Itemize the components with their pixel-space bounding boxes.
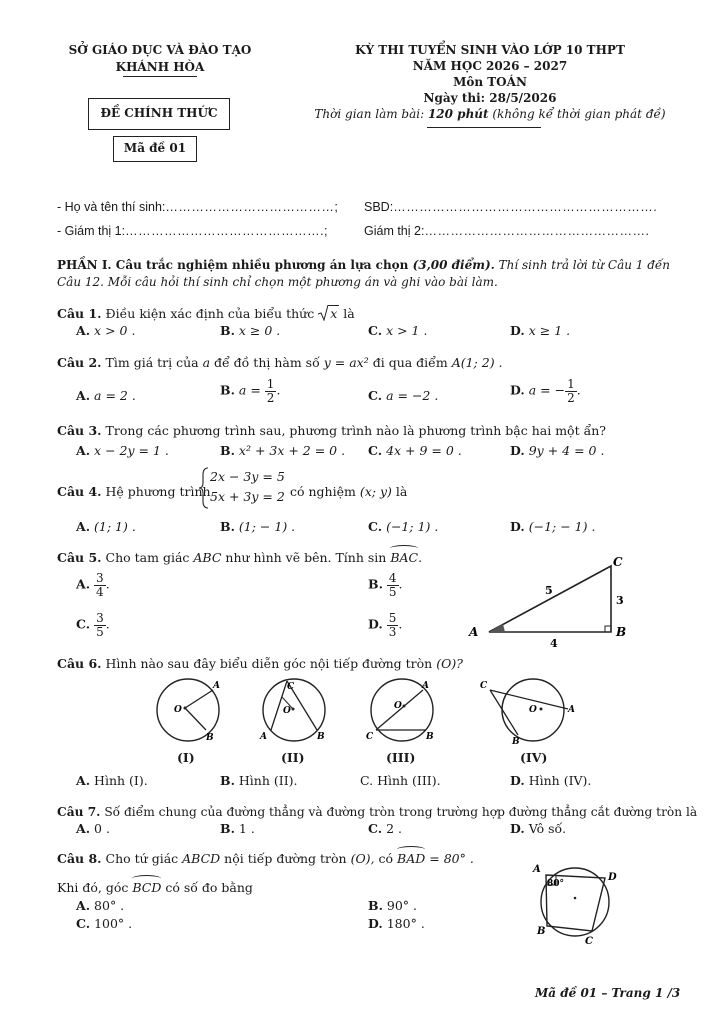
q5-option-c: C. $\frac{3}{5}$ . <box>76 611 110 639</box>
q2-option-c: C. a = −2 . <box>368 388 439 403</box>
svg-text:B: B <box>206 733 214 743</box>
q2-option-d: D. a = − $\frac{1}{2}$ . <box>510 377 581 405</box>
official-label: ĐỀ CHÍNH THỨC <box>100 106 218 120</box>
svg-text:B: B <box>537 926 546 937</box>
q5-option-d: D. $\frac{5}{3}$ . <box>368 611 403 639</box>
q6-stem: Câu 6. Hình nào sau đây biểu diễn góc nội tiếp đường tròn (O)? <box>57 656 463 671</box>
svg-text:A: A <box>533 864 541 875</box>
exam-duration: Thời gian làm bài: 120 phút (không kể thời gian phát đề) <box>314 107 666 121</box>
page-footer: Mã đề 01 – Trang 1 /3 <box>535 986 681 1000</box>
caption-ii: (II) <box>281 750 305 765</box>
q4-option-d: D. (−1; − 1) . <box>510 519 596 534</box>
q7-option-b: B. 1 . <box>220 821 255 836</box>
q4-equation-1: 2x − 3y = 5 <box>210 469 285 484</box>
q4-stem-end: có nghiệm (x; y) là <box>290 484 408 499</box>
q1-stem: Câu 1. Điều kiện xác định của biểu thức x là <box>57 306 355 321</box>
q8-stem: Câu 8. Cho tứ giác ABCD nội tiếp đường tròn (O), có BAD = 80° . <box>57 851 474 866</box>
svg-text:A: A <box>422 681 429 691</box>
side-bc: 3 <box>616 594 624 607</box>
side-ac: 5 <box>545 584 553 597</box>
exam-title: KỲ THI TUYỂN SINH VÀO LỚP 10 THPT <box>355 43 625 57</box>
caption-iii: (III) <box>386 750 416 765</box>
q3-option-b: B. x² + 3x + 2 = 0 . <box>220 443 346 458</box>
svg-text:D: D <box>608 872 617 883</box>
q8-option-a: A. 80° . <box>76 898 125 913</box>
angle-80-label: 80° <box>547 879 565 889</box>
q4-option-a: A. (1; 1) . <box>76 519 136 534</box>
q3-stem: Câu 3. Trong các phương trình sau, phương trình nào là phương trình bậc hai một ẩn? <box>57 423 606 438</box>
sqrt-symbol <box>318 305 328 321</box>
svg-text:A: A <box>213 681 220 691</box>
svg-text:A: A <box>568 705 575 715</box>
q8-option-c: C. 100° . <box>76 916 133 931</box>
figure-iv <box>478 675 578 745</box>
quadrilateral-figure <box>525 858 620 948</box>
sbd-line: SBD:……………………………………………………. <box>364 200 658 214</box>
svg-text:O: O <box>394 701 402 711</box>
province-name: KHÁNH HÒA <box>115 60 205 74</box>
q3-option-d: D. 9y + 4 = 0 . <box>510 443 605 458</box>
subject: Môn TOÁN <box>453 75 527 89</box>
figure-i <box>150 675 230 745</box>
q1-option-b: B. x ≥ 0 . <box>220 323 281 338</box>
svg-text:B: B <box>512 737 520 745</box>
q7-option-d: D. Vô số. <box>510 821 567 836</box>
proctor2-line: Giám thị 2:……………………………………………. <box>364 224 650 238</box>
system-brace <box>199 467 209 509</box>
q5-option-a: A. $\frac{3}{4}$ . <box>76 571 110 599</box>
proctor1-line: - Giám thị 1:……………………………………….; <box>57 224 329 238</box>
q6-option-a: A. Hình (I). <box>76 773 148 788</box>
q8-option-b: B. 90° . <box>368 898 418 913</box>
side-ab: 4 <box>550 637 558 650</box>
angle-bcd: BCD <box>132 880 161 895</box>
q7-option-c: C. 2 . <box>368 821 402 836</box>
q2-option-a: A. a = 2 . <box>76 388 136 403</box>
svg-text:C: C <box>366 732 374 742</box>
part1-instructions: Câu 12. Mỗi câu hỏi thí sinh chỉ chọn một phương án và ghi vào bài làm. <box>57 275 498 289</box>
vertex-a: A <box>469 625 479 639</box>
svg-text:C: C <box>287 682 295 692</box>
svg-text:A: A <box>260 732 267 742</box>
svg-text:B: B <box>317 732 325 742</box>
q1-option-a: A. x > 0 . <box>76 323 136 338</box>
q5-stem: Câu 5. Cho tam giác ABC như hình vẽ bên. Tính sin BAC. <box>57 550 422 565</box>
angle-bac: BAC <box>390 550 418 565</box>
school-year: NĂM HỌC 2026 – 2027 <box>412 59 568 73</box>
figure-iii <box>360 675 450 745</box>
exam-date: Ngày thi: 28/5/2026 <box>423 91 557 105</box>
svg-text:C: C <box>480 681 488 691</box>
q4-option-c: C. (−1; 1) . <box>368 519 439 534</box>
q4-stem-start: Câu 4. Hệ phương trình <box>57 484 211 499</box>
header-underline-right <box>427 127 541 128</box>
q6-option-c: C. Hình (III). <box>360 773 441 788</box>
vertex-b: B <box>616 625 627 639</box>
q3-option-c: C. 4x + 9 = 0 . <box>368 443 462 458</box>
department-name: SỞ GIÁO DỤC VÀ ĐÀO TẠO <box>68 43 252 57</box>
q2-stem: Câu 2. Tìm giá trị của a để đồ thị hàm số y = ax² đi qua điểm A(1; 2) . <box>57 355 503 370</box>
q4-option-b: B. (1; − 1) . <box>220 519 296 534</box>
q7-option-a: A. 0 . <box>76 821 110 836</box>
caption-iv: (IV) <box>520 750 548 765</box>
q8-stem-line2: Khi đó, góc BCD có số đo bằng <box>57 880 253 895</box>
figure-ii <box>257 675 332 745</box>
q4-equation-2: 5x + 3y = 2 <box>210 489 285 504</box>
candidate-name-line: - Họ và tên thí sinh:…………………………………; <box>57 200 339 214</box>
angle-bad: BAD <box>397 851 425 866</box>
part1-heading: PHẦN I. Câu trắc nghiệm nhiều phương án lựa chọn (3,00 điểm). Thí sinh trả lời từ Câu 1 đến <box>57 258 671 272</box>
header-underline <box>123 76 197 77</box>
q3-option-a: A. x − 2y = 1 . <box>76 443 169 458</box>
triangle-figure <box>465 552 640 652</box>
caption-i: (I) <box>177 750 195 765</box>
q8-option-d: D. 180° . <box>368 916 425 931</box>
svg-text:O: O <box>283 706 291 716</box>
svg-text:C: C <box>585 936 593 947</box>
exam-code-label: Mã đề 01 <box>123 141 187 155</box>
svg-text:O: O <box>529 705 537 715</box>
q1-option-d: D. x ≥ 1 . <box>510 323 571 338</box>
svg-text:B: B <box>426 732 434 742</box>
svg-text:O: O <box>174 705 182 715</box>
q7-stem: Câu 7. Số điểm chung của đường thẳng và đường tròn trong trường hợp đường thẳng cắt đường tròn là <box>57 805 698 819</box>
q1-option-c: C. x > 1 . <box>368 323 428 338</box>
q6-option-b: B. Hình (II). <box>220 773 298 788</box>
q5-option-b: B. $\frac{4}{5}$ . <box>368 571 403 599</box>
q2-option-b: B. a = $\frac{1}{2}$ . <box>220 377 281 405</box>
q6-option-d: D. Hình (IV). <box>510 773 592 788</box>
vertex-c: C <box>613 555 623 569</box>
